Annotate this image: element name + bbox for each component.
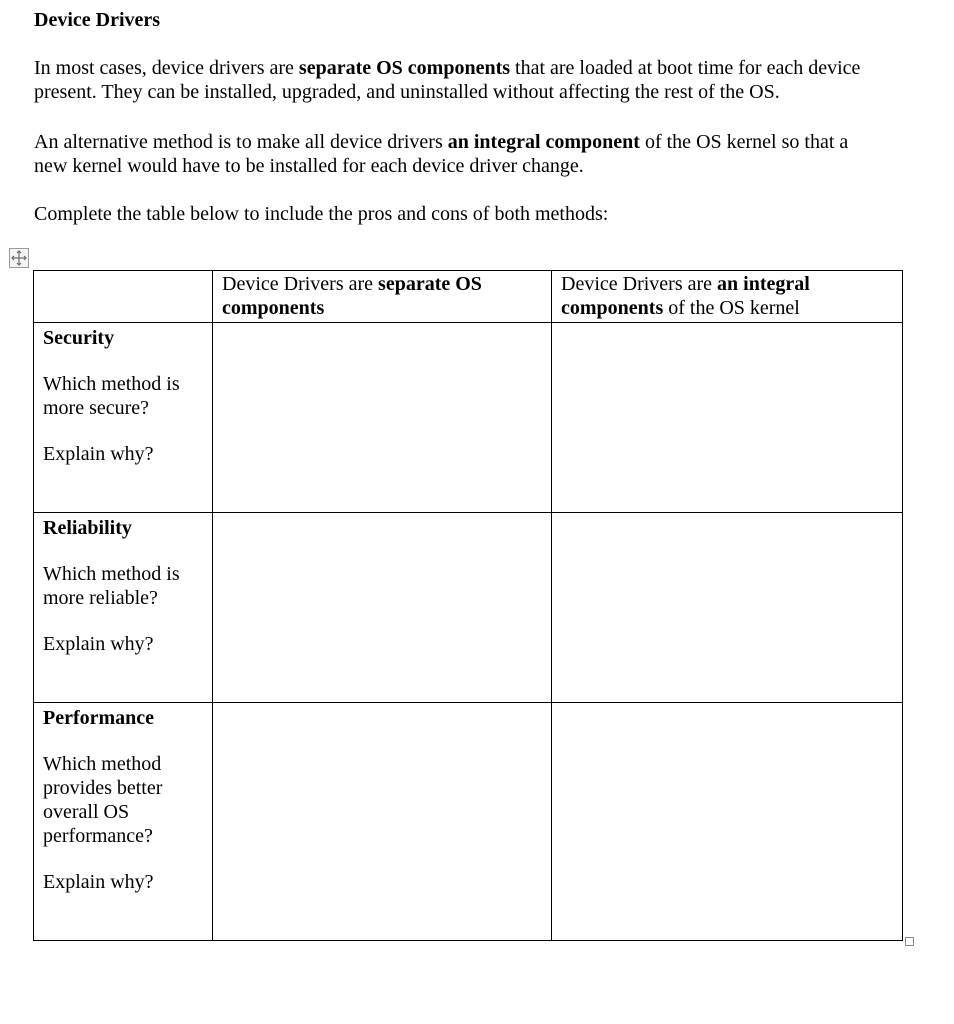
- col3-header-text-end: of the OS kernel: [663, 297, 800, 319]
- paragraph1-bold-term: separate OS components: [298, 57, 511, 79]
- reliability-separate-answer-cell[interactable]: [213, 513, 552, 703]
- security-integral-answer-cell[interactable]: [552, 323, 903, 513]
- row-header-security[interactable]: [34, 323, 213, 513]
- col3-header-bold-term: an integral components: [561, 273, 810, 319]
- reliability-question: Which method is more reliable?: [43, 563, 180, 609]
- table-row-reliability: [34, 513, 903, 703]
- col3-header-text-start: Device Drivers are: [561, 273, 718, 295]
- document-heading: Device Drivers: [34, 9, 161, 31]
- table-move-handle-icon[interactable]: [9, 248, 29, 268]
- table-header-integral-components[interactable]: [552, 271, 903, 323]
- table-header-row: [34, 271, 903, 323]
- row-header-performance[interactable]: [34, 703, 213, 941]
- table-resize-handle[interactable]: [905, 937, 914, 946]
- row-header-reliability[interactable]: [34, 513, 213, 703]
- col2-header-text-start: Device Drivers are: [222, 273, 379, 295]
- performance-explain: Explain why?: [43, 871, 154, 893]
- paragraph2-text-end: of the OS kernel so that a new kernel would have to be installed for each device driver change.: [34, 131, 849, 177]
- table-row-security: [34, 323, 903, 513]
- comparison-table: [33, 270, 903, 941]
- col2-header-bold-term: separate OS components: [222, 273, 482, 319]
- security-question: Which method is more secure?: [43, 373, 180, 419]
- reliability-title: Reliability: [43, 517, 132, 539]
- performance-separate-answer-cell[interactable]: [213, 703, 552, 941]
- performance-title: Performance: [43, 707, 155, 729]
- paragraph-instructions: Complete the table below to include the pros and cons of both methods:: [34, 203, 609, 225]
- security-separate-answer-cell[interactable]: [213, 323, 552, 513]
- security-explain: Explain why?: [43, 443, 154, 465]
- paragraph-integral-component: [34, 130, 884, 178]
- reliability-integral-answer-cell[interactable]: [552, 513, 903, 703]
- security-title: Security: [43, 327, 115, 349]
- paragraph2-text-start: An alternative method is to make all device drivers: [34, 131, 448, 153]
- paragraph-separate-components: [34, 56, 884, 104]
- performance-question: Which method provides better overall OS performance?: [43, 753, 163, 847]
- document-body: [34, 8, 914, 226]
- table-row-performance: [34, 703, 903, 941]
- performance-integral-answer-cell[interactable]: [552, 703, 903, 941]
- reliability-explain: Explain why?: [43, 633, 154, 655]
- table-header-empty-cell[interactable]: [34, 271, 213, 323]
- table-header-separate-components[interactable]: [213, 271, 552, 323]
- paragraph1-text-end: that are loaded at boot time for each device present. They can be installed, upgraded, and uninstalled without affecting the rest of the OS.: [34, 57, 861, 103]
- paragraph1-text-start: In most cases, device drivers are: [34, 57, 299, 79]
- paragraph2-bold-term: an integral component: [447, 131, 640, 153]
